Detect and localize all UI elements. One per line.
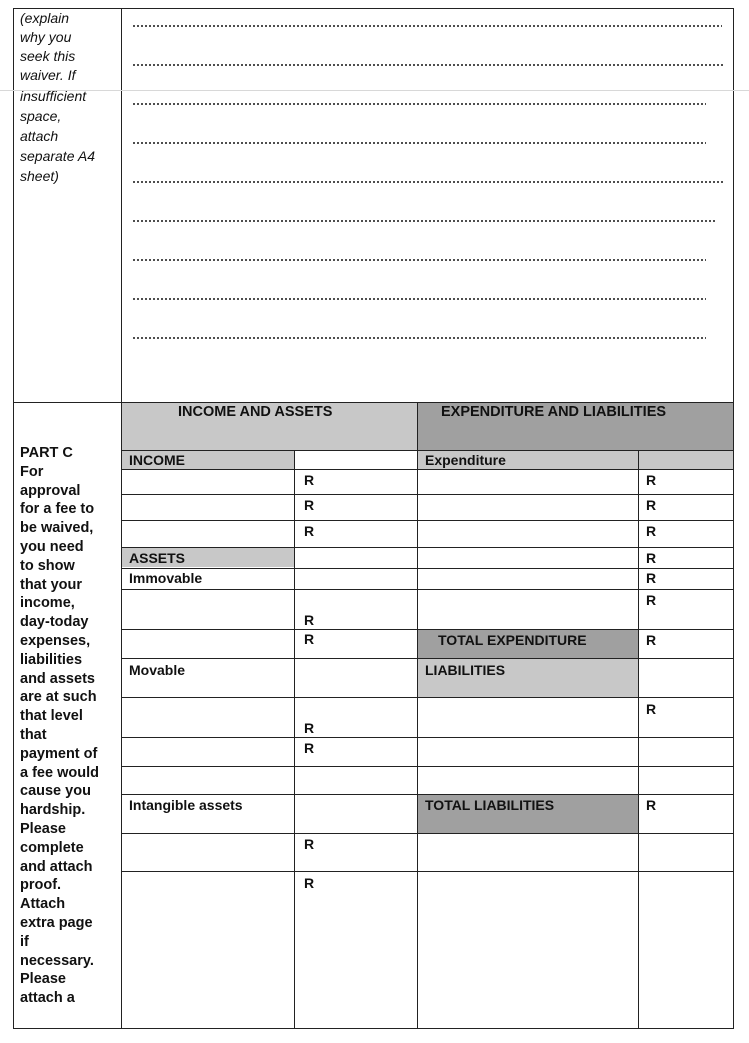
part-c-line: cause you [20, 783, 91, 800]
scan-artifact-line [0, 90, 749, 91]
row-line [121, 469, 734, 470]
part-c-line: and attach [20, 858, 93, 875]
explanation-note-line: waiver. If [20, 67, 76, 83]
part-c-line: necessary. [20, 952, 94, 969]
table-col-divider-1 [294, 450, 295, 1029]
writing-line[interactable] [132, 24, 722, 28]
part-c-line: extra page [20, 914, 93, 931]
border-right [733, 8, 734, 1029]
explanation-note-line: why you [20, 29, 72, 45]
currency-symbol: R [646, 550, 657, 566]
currency-symbol: R [304, 836, 315, 852]
immovable-label: Immovable [129, 570, 203, 586]
row-line [121, 766, 734, 767]
liabilities-label: LIABILITIES [425, 662, 506, 678]
income-assets-header: INCOME AND ASSETS [178, 404, 333, 420]
part-c-line: you need [20, 538, 84, 555]
part-c-line: proof. [20, 877, 62, 894]
part-c-line: a fee would [20, 764, 99, 781]
row-line [121, 450, 734, 451]
row-line [121, 547, 734, 548]
explanation-note-line: (explain [20, 10, 70, 26]
part-c-line: day-today [20, 614, 89, 631]
row-line [121, 737, 734, 738]
part-c-line: liabilities [20, 651, 83, 668]
part-c-line: and assets [20, 670, 95, 687]
part-c-line: are at such [20, 689, 97, 706]
row-line [121, 658, 734, 659]
row-line [121, 794, 734, 795]
row-line [121, 494, 734, 495]
row-line [121, 871, 734, 872]
income-label: INCOME [129, 452, 185, 468]
explanation-note-line: sheet) [20, 168, 59, 184]
part-c-line: that your [20, 576, 83, 593]
currency-symbol: R [304, 497, 315, 513]
writing-line[interactable] [132, 141, 706, 145]
part-c-line: payment of [20, 745, 98, 762]
writing-line[interactable] [132, 297, 706, 301]
currency-symbol: R [304, 612, 315, 628]
part-c-line: to show [20, 557, 75, 574]
currency-symbol: R [646, 472, 657, 488]
writing-line[interactable] [132, 219, 716, 223]
row-line [121, 589, 734, 590]
expenditure-liabilities-header: EXPENDITURE AND LIABILITIES [441, 404, 667, 420]
part-c-line: Please [20, 820, 66, 837]
assets-label: ASSETS [129, 550, 186, 566]
currency-symbol: R [646, 497, 657, 513]
part-c-instructions [20, 444, 120, 1008]
currency-symbol: R [646, 523, 657, 539]
currency-symbol: R [304, 875, 315, 891]
currency-symbol: R [646, 797, 657, 813]
part-c-line: PART C [20, 445, 73, 461]
total-expenditure-label: TOTAL EXPENDITURE [438, 632, 587, 648]
intangible-assets-label: Intangible assets [129, 797, 243, 813]
currency-symbol: R [646, 592, 657, 608]
part-c-line: income, [20, 595, 75, 612]
part-c-line: approval [20, 482, 81, 499]
currency-symbol: R [646, 701, 657, 717]
border-left [13, 8, 14, 1029]
total-liabilities-label: TOTAL LIABILITIES [425, 797, 555, 813]
currency-symbol: R [646, 632, 657, 648]
part-c-line: that level [20, 708, 83, 725]
part-c-line: Attach [20, 896, 66, 913]
explanation-note-line: separate A4 [20, 148, 95, 164]
row-line [121, 833, 734, 834]
explanation-note-line: insufficient [20, 88, 87, 104]
currency-symbol: R [304, 472, 315, 488]
part-c-line: For [20, 463, 44, 480]
part-c-line: Please [20, 971, 66, 988]
table-col-divider-3 [638, 450, 639, 1029]
writing-line[interactable] [132, 180, 724, 184]
expenditure-label: Expenditure [425, 452, 506, 468]
writing-line[interactable] [132, 63, 724, 67]
explanation-note-line: space, [20, 108, 62, 124]
part-c-line: attach a [20, 990, 75, 1007]
row-line [121, 520, 734, 521]
writing-line[interactable] [132, 258, 706, 262]
part-c-line: expenses, [20, 632, 91, 649]
writing-line[interactable] [132, 336, 706, 340]
part-c-line: hardship. [20, 802, 86, 819]
label-column-divider [121, 8, 122, 1029]
row-line [121, 697, 734, 698]
writing-line[interactable] [132, 102, 706, 106]
row-line [121, 629, 734, 630]
part-c-line: complete [20, 839, 84, 856]
part-c-line: if [20, 933, 29, 950]
part-c-line: for a fee to [20, 501, 95, 518]
currency-symbol: R [304, 720, 315, 736]
row-line [121, 568, 734, 569]
explanation-note-line: seek this [20, 48, 76, 64]
part-c-line: be waived, [20, 520, 94, 537]
explanation-note-line: attach [20, 128, 59, 144]
currency-symbol: R [646, 570, 657, 586]
table-col-divider-2 [417, 402, 418, 1029]
currency-symbol: R [304, 523, 315, 539]
part-c-line: that [20, 726, 47, 743]
section-divider [13, 402, 734, 403]
currency-symbol: R [304, 631, 315, 647]
movable-label: Movable [129, 662, 186, 678]
currency-symbol: R [304, 740, 315, 756]
